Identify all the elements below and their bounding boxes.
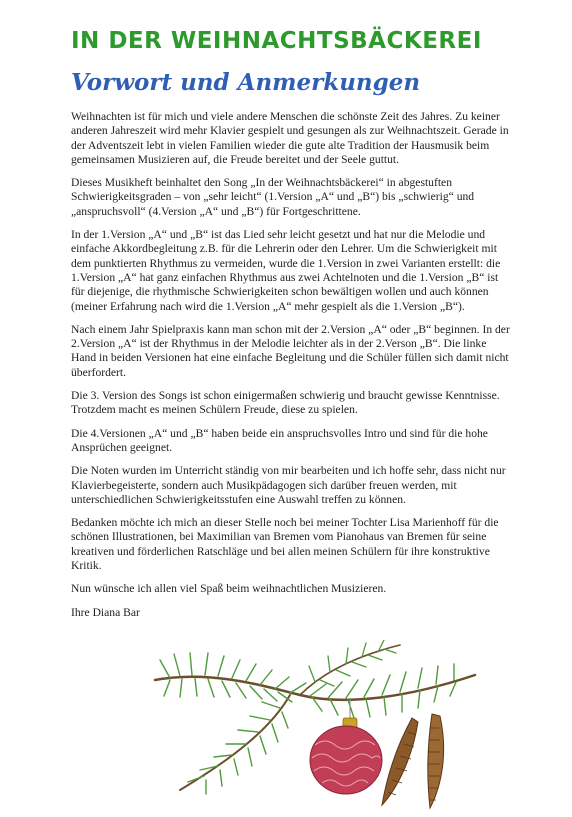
paragraph: Nach einem Jahr Spielpraxis kann man schon mit der 2.Version „A“ oder „B“ beginnen. In der 2.Version „A“ ist der Rhythmus in der Melodie leichter als in der 2.Verson „B“. Die linke Hand in beiden Versionen hat eine einfache Begleitung und die Schüler füllen sich damit nicht überfordert.: [71, 322, 510, 379]
paragraph: Dieses Musikheft beinhaltet den Song „In der Weihnachtsbäckerei“ in abgestuften Schwierigkeitsgraden – von „sehr leicht“ (1.Version „A“ und „B“) bis „schwierig“ und „anspruchsvoll“ (4.Version „A“ und „B“) für Fortgeschrittene.: [71, 176, 475, 218]
paragraph: Weihnachten ist für mich und viele andere Menschen die schönste Zeit des Jahres. Zu keiner anderen Jahreszeit wird mehr Klavier gespielt und gesungen als zur Weihnachtszeit. Gerade in der Adventszeit lebt in vielen Familien wieder die gute alte Tradition der Hausmusik beim gemeinsamen Musizieren auf, die Freude bereitet und der Seele guttut.: [71, 110, 509, 166]
paragraph: Die 3. Version des Songs ist schon einigermaßen schwierig und braucht gewisse Kenntnisse. Trotzdem macht es meinen Schülern Freude, diese zu spielen.: [71, 389, 500, 417]
paragraph: Die 4.Versionen „A“ und „B“ haben beide ein anspruchsvolles Intro und sind für die hohe Ansprüchen geeignet.: [71, 426, 488, 454]
paragraph: Bedanken möchte ich mich an dieser Stelle noch bei meiner Tochter Lisa Marienhoff für die schönen Illustrationen, bei Maximilian van Bremen vom Pianohaus van Bremen für seine kreativen und förderlichen Ratschläge und bei allen meinen Schülern für ihre konstruktive Kritik.: [71, 516, 499, 573]
paragraph: In der 1.Version „A“ und „B“ ist das Lied sehr leicht gesetzt und hat nur die Melodie und einfache Akkordbegleitung z.B. für die Lehrerin oder den Lehrer. Um die Schwierigkeit mit dem punktierten Rhythmus zu vermeiden, wurde die 1.Version in zwei Varianten erstellt: die 1.Version „A“ hat ganz einfachen Rhythmus aus zwei Achtelnoten und die 1.Version „B“ ist für diejenige, die rhythmische Schwierigkeiten schon bewältigen wollen und auch können (meiner Erfahrung nach wird die 1.Version „A“ mehr gespielt als die 1.Version „B“).: [71, 228, 501, 313]
signature-line: Ihre Diana Bar: [71, 605, 140, 619]
body-text: [71, 110, 511, 620]
pine-cone-icon: [382, 714, 444, 808]
christmas-ornament-icon: [310, 698, 382, 794]
document-page: [71, 26, 511, 629]
page-title: IN DER WEIHNACHTSBÄCKEREI: [71, 28, 482, 54]
paragraph: Nun wünsche ich allen viel Spaß beim weihnachtlichen Musizieren.: [71, 582, 387, 596]
christmas-illustration: [150, 640, 480, 815]
paragraph: Die Noten wurden im Unterricht ständig von mir bearbeiten und ich hoffe sehr, dass nicht nur Klavierbegeisterte, sondern auch Musikpädagogen sich darüber freuen werden, mit unterschiedlichen Schwierigkeitsstufen eine Auswahl treffen zu können.: [71, 464, 506, 506]
page-subtitle: Vorwort und Anmerkungen: [71, 69, 421, 96]
